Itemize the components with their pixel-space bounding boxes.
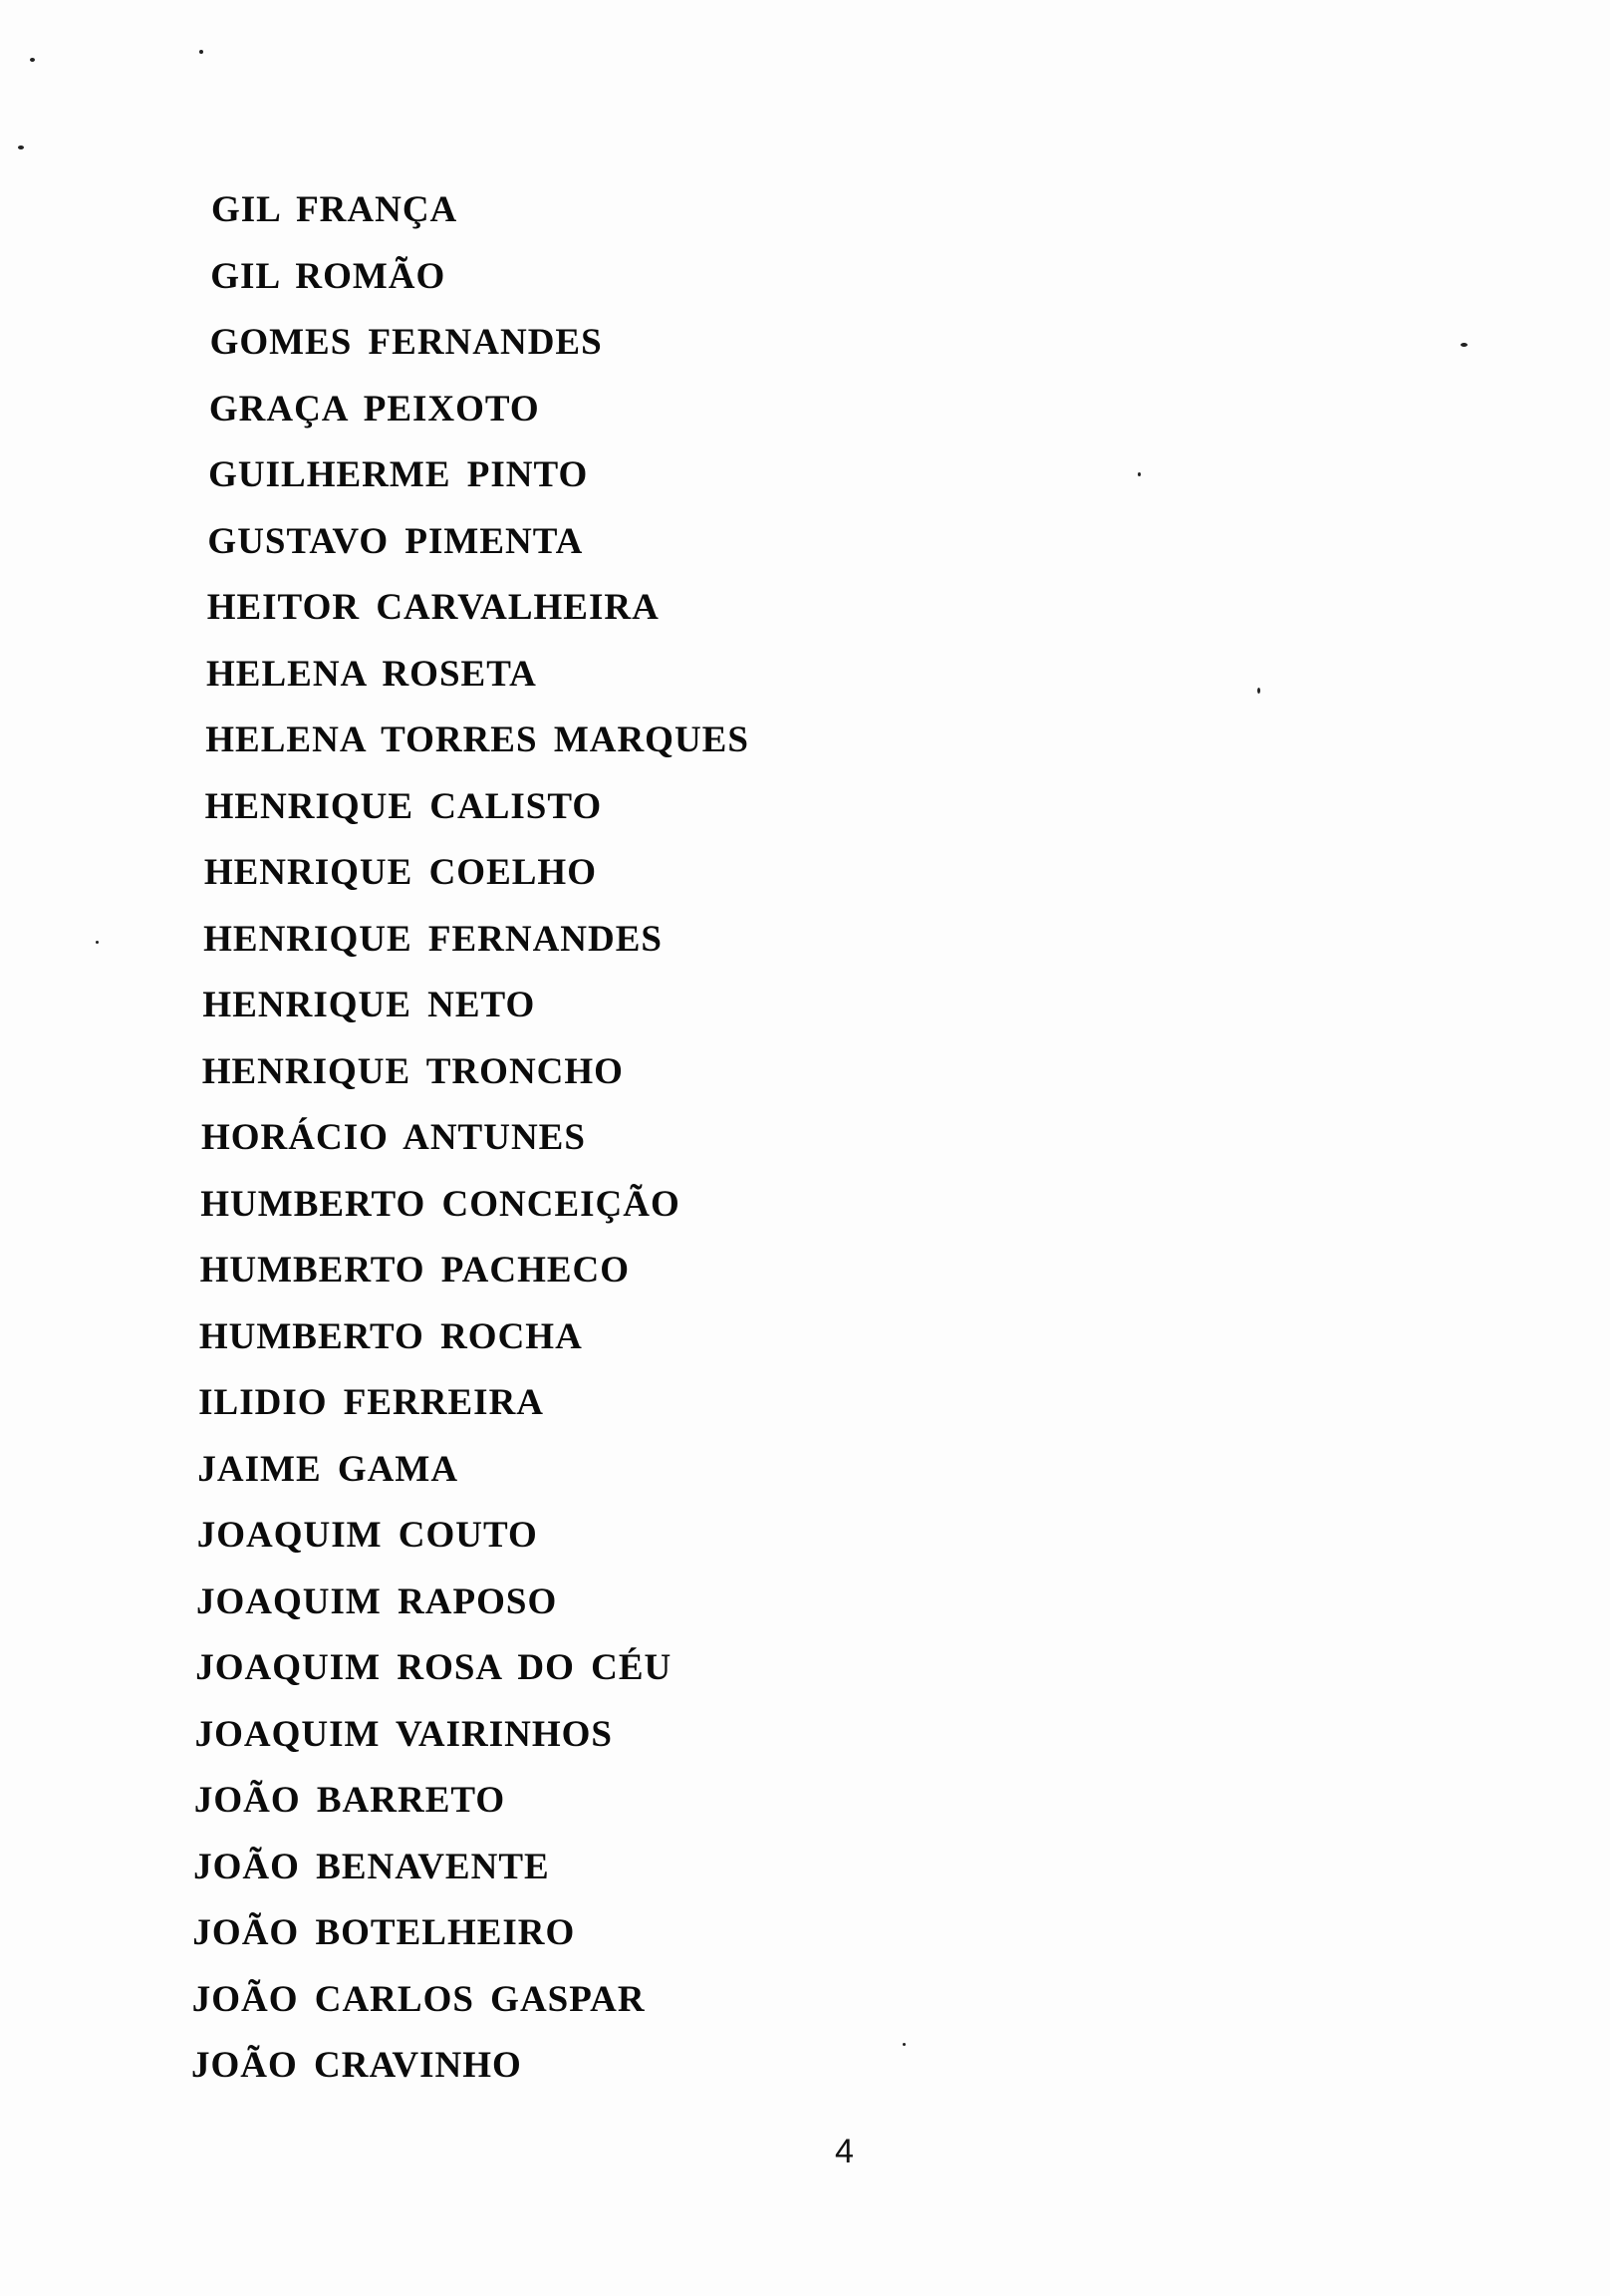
list-item: JOÃO BOTELHEIRO <box>192 1912 576 1953</box>
list-item: GUILHERME PINTO <box>208 454 589 495</box>
list-item: HENRIQUE TRONCHO <box>201 1050 624 1092</box>
list-item: JOÃO CRAVINHO <box>191 2045 522 2086</box>
list-item: JOÃO BENAVENTE <box>193 1846 550 1887</box>
list-item: HORÁCIO ANTUNES <box>201 1117 586 1158</box>
list-item: JOAQUIM COUTO <box>196 1515 538 1556</box>
list-item: GOMES FERNANDES <box>209 322 603 363</box>
scan-speck <box>903 2043 906 2046</box>
list-item: HELENA ROSETA <box>206 653 537 695</box>
list-item: JOÃO CARLOS GASPAR <box>191 1978 646 2020</box>
list-item: HENRIQUE NETO <box>202 985 536 1025</box>
scan-speck <box>199 50 203 54</box>
list-item: GRAÇA PEIXOTO <box>208 388 540 430</box>
list-item: HEITOR CARVALHEIRA <box>206 587 660 628</box>
list-item: HUMBERTO ROCHA <box>198 1315 583 1357</box>
list-item: GUSTAVO PIMENTA <box>207 520 584 562</box>
list-item: HUMBERTO CONCEIÇÃO <box>200 1183 680 1225</box>
list-item: ILIDIO FERREIRA <box>198 1382 545 1423</box>
list-item: JOAQUIM RAPOSO <box>196 1580 558 1622</box>
list-item: HUMBERTO PACHECO <box>199 1250 631 1291</box>
scan-speck <box>18 145 24 149</box>
list-item: GIL FRANÇA <box>211 189 458 230</box>
scan-speck <box>96 941 99 944</box>
list-item: HENRIQUE COELHO <box>203 852 597 893</box>
list-item: JOAQUIM ROSA DO CÉU <box>195 1647 672 1688</box>
list-item: HENRIQUE CALISTO <box>204 785 603 827</box>
list-item: JOAQUIM VAIRINHOS <box>194 1713 614 1755</box>
list-item: HELENA TORRES MARQUES <box>205 719 749 760</box>
scan-speck <box>1257 688 1260 694</box>
list-item: JAIME GAMA <box>197 1448 459 1490</box>
scan-speck <box>1461 343 1468 347</box>
list-item: HENRIQUE FERNANDES <box>203 918 664 960</box>
list-item: JOÃO BARRETO <box>193 1780 506 1821</box>
scan-speck <box>1138 472 1141 476</box>
list-item: GIL ROMÃO <box>210 255 446 297</box>
scan-speck <box>30 58 35 62</box>
page-number: 4 <box>835 2133 854 2170</box>
